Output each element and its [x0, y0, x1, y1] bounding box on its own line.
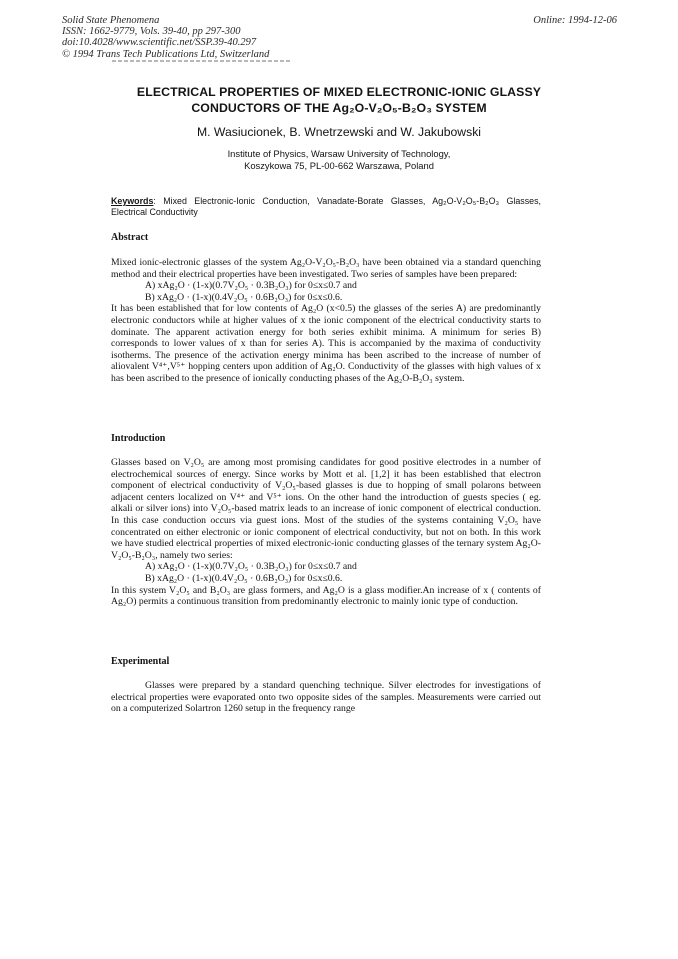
abstract-series-a: A) xAg₂O · (1-x)(0.7V₂O₅ · 0.3B₂O₃) for 0≤x≤0.7 and — [145, 280, 357, 292]
introduction-series-a: A) xAg₂O · (1-x)(0.7V₂O₅ · 0.3B₂O₃) for 0≤x≤0.7 and — [145, 561, 357, 573]
introduction-series-b: B) xAg₂O · (1-x)(0.4V₂O₅ · 0.6B₂O₃) for 0≤x≤0.6. — [145, 572, 343, 584]
journal-header — [62, 15, 617, 60]
doi-line: doi:10.4028/www.scientific.net/SSP.39-40.297 — [62, 37, 257, 49]
introduction-text — [111, 457, 541, 608]
abstract-series-b: B) xAg₂O · (1-x)(0.4V₂O₅ · 0.6B₂O₃) for 0≤x≤0.6. — [145, 291, 343, 303]
experimental-text — [111, 680, 541, 715]
experimental-paragraph: Glasses were prepared by a standard quenching technique. Silver electrodes for investigations of electrical properties were evaporated onto two opposite sides of the samples. Measurements were carried out on a computerized Solartron 1260 setup in the frequency range — [111, 680, 541, 715]
keywords-label: Keywords — [111, 196, 154, 206]
abstract-heading: Abstract — [111, 232, 149, 243]
experimental-heading: Experimental — [111, 656, 170, 667]
paper-title — [70, 84, 608, 116]
cut-off-line — [112, 60, 292, 62]
copyright-line: © 1994 Trans Tech Publications Ltd, Switzerland — [62, 48, 270, 60]
title-line-2: CONDUCTORS OF THE Ag₂O-V₂O₅-B₂O₃ SYSTEM — [191, 101, 487, 115]
title-line-1: ELECTRICAL PROPERTIES OF MIXED ELECTRONIC-IONIC GLASSY — [136, 85, 542, 99]
affiliation — [70, 148, 608, 172]
journal-name: Solid State Phenomena — [62, 15, 160, 26]
abstract-text — [111, 257, 541, 385]
keywords-formula: Ag₂O-V₂O₅-B₂O₃ — [432, 196, 500, 206]
abstract-paragraph-2: It has been established that for low contents of Ag₂O (x<0.5) the glasses of the series A) are predominantly electronic conductors while at higher values of x the ionic component of the electrical conductivity starts to dominate. The apparent activation energy for both series exhibit minima. A minimum for series B) corresponds to lower values of x than for series A). This is accompanied by the maxima of conductivity isotherms. The presence of the activation energy minima has been ascribed to the increase of number of aliovalent V⁴⁺,V⁵⁺ hopping centers upon addition of Ag₂O. Conductivity of the glasses with high values of x has been ascribed to the presence of ionically conducting phases of the Ag₂O-B₂O₃ system. — [111, 303, 542, 384]
affiliation-line-2: Koszykowa 75, PL-00-662 Warszawa, Poland — [244, 160, 434, 171]
keywords: Keywords: Mixed Electronic-Ionic Conduction, Vanadate-Borate Glasses, Ag₂O-V₂O₅-B₂O₃ Glasses, Electrical Conductivity — [111, 196, 541, 218]
abstract-paragraph-1: Mixed ionic-electronic glasses of the system Ag₂O-V₂O₅-B₂O₃ have been obtained via a standard quenching method and their electrical properties have been investigated. Two series of samples have been prepared: — [111, 257, 541, 280]
introduction-heading: Introduction — [111, 433, 166, 444]
introduction-paragraph-1: Glasses based on V₂O₅ are among most promising candidates for good positive electrodes in a number of electrochemical sources of energy. Since works by Mott et al. [1,2] it has been established that electron component of electrical conductivity of V₂O₅-based glasses is due to hopping of small polarons between adjacent centers localized on V⁴⁺ and V⁵⁺ ions. On the other hand the introduction of guests species ( eg. alkali or silver ions) into V₂O₅-based matrix leads to an increase of ionic component of electrical conduction. In this case conduction occurs via guest ions. Most of the studies of the systems containing V₂O₅ have concentrated on either electronic or ionic component of electrical conductivity, but not on both. In this work we have studied electrical properties of mixed electronic-ionic conducting glasses of the ternary system Ag₂O-V₂O₅-B₂O₃, namely two series: — [111, 457, 541, 561]
issn-line: ISSN: 1662-9779, Vols. 39-40, pp 297-300 — [62, 26, 241, 38]
introduction-paragraph-2: In this system V₂O₅ and B₂O₃ are glass formers, and Ag₂O is a glass modifier.An increase of x ( contents of Ag₂O) permits a continuous transition from predominantly electronic to mainly ionic type of conduction. — [111, 584, 541, 608]
online-date: Online: 1994-12-06 — [533, 15, 617, 26]
title-formula: Ag₂O-V₂O₅-B₂O₃ — [332, 101, 432, 115]
authors: M. Wasiucionek, B. Wnetrzewski and W. Jakubowski — [196, 125, 481, 139]
affiliation-line-1: Institute of Physics, Warsaw University of Technology, — [227, 148, 451, 159]
